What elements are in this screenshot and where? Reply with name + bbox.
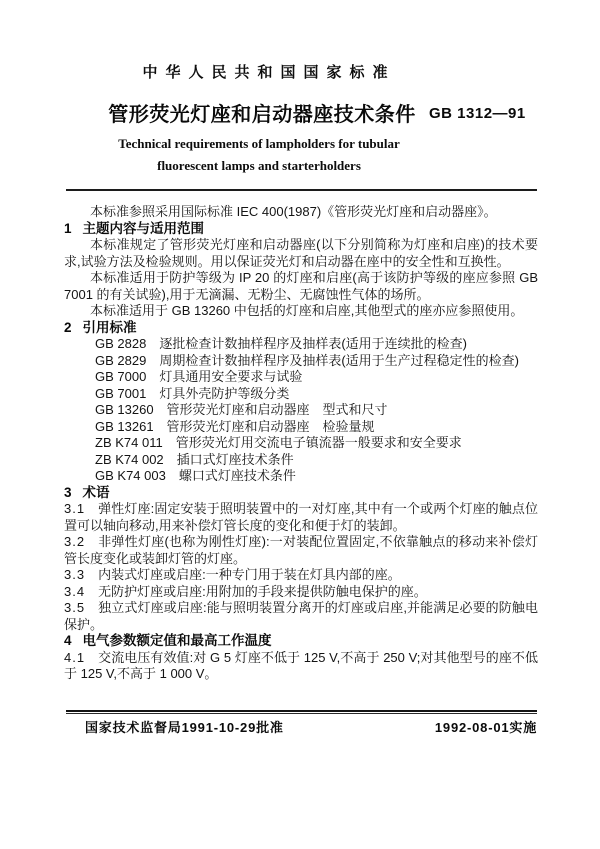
reference-row xyxy=(95,468,538,485)
reference-row xyxy=(95,402,538,419)
term-definition xyxy=(64,584,538,601)
document-title-en-line1: Technical requirements of lampholders for tubular xyxy=(118,136,400,151)
reference-code: ZB K74 011 xyxy=(95,435,163,450)
standard-number: GB 1312—91 xyxy=(429,105,526,122)
footer-divider-rule xyxy=(66,710,537,714)
reference-code: GB 13260 xyxy=(95,402,154,417)
reference-code: GB K74 003 xyxy=(95,468,166,483)
document-title-en xyxy=(0,133,518,177)
section-4-number: 4 xyxy=(64,633,72,648)
reference-row xyxy=(95,369,538,386)
footer-approval: 国家技术监督局1991-10-29批准 xyxy=(85,720,284,735)
reference-row xyxy=(95,419,538,436)
section-1-paragraph: 本标准规定了管形荧光灯座和启动器座(以下分别简称为灯座和启座)的技术要求,试验方法及检验规则。用以保证荧光灯和启动器在座中的安全性和互换性。 xyxy=(64,237,538,269)
reference-title: 管形荧光灯用交流电子镇流器一般要求和安全要求 xyxy=(175,435,462,450)
reference-row xyxy=(95,435,538,452)
reference-row xyxy=(95,353,538,370)
section-4-heading xyxy=(64,633,538,650)
term-number: 3.4 xyxy=(64,583,86,599)
reference-title: 管形荧光灯座和启动器座 型式和尺寸 xyxy=(166,402,388,417)
footer-implementation: 1992-08-01实施 xyxy=(434,720,537,735)
footer xyxy=(85,717,537,736)
reference-title: 周期检查计数抽样程序及抽样表(适用于生产过程稳定性的检查) xyxy=(159,352,519,368)
section-1-number: 1 xyxy=(64,220,72,236)
reference-title: 灯具通用安全要求与试验 xyxy=(159,369,303,384)
document-body xyxy=(64,204,538,683)
reference-code: GB 2828 xyxy=(95,336,147,351)
section-3-title: 术语 xyxy=(82,484,110,500)
term-number: 3.2 xyxy=(64,534,86,549)
reference-title: 插口式灯座技术条件 xyxy=(176,451,294,467)
reference-code: GB 2829 xyxy=(95,352,147,368)
national-standard-label: 中华人民共和国国家标准 xyxy=(142,64,396,81)
term-text: 非弹性灯座(也称为刚性灯座):一对装配位置固定,不依靠触点的移动来补偿灯管长度变化或装卸灯管的灯座。 xyxy=(64,534,538,566)
reference-code: GB 7001 xyxy=(95,385,147,401)
term-text: 无防护灯座或启座:用附加的手段来提供防触电保护的座。 xyxy=(98,583,427,599)
section-4-title: 电气参数额定值和最高工作温度 xyxy=(82,633,272,648)
section-2-number: 2 xyxy=(64,319,72,335)
reference-title: 灯具外壳防护等级分类 xyxy=(159,385,290,401)
term-definition xyxy=(64,600,538,633)
term-number: 3.5 xyxy=(64,600,86,615)
term-definition xyxy=(64,501,538,534)
document-title-cn: 管形荧光灯座和启动器座技术条件 xyxy=(108,104,416,126)
reference-row xyxy=(95,336,538,353)
section-1-paragraph: 本标准适用于防护等级为 IP 20 的灯座和启座(高于该防护等级的座应参照 GB 7001 的有关试验),用于无滴漏、无粉尘、无腐蚀性气体的场所。 xyxy=(64,270,538,302)
term-definition xyxy=(64,567,538,584)
reference-row xyxy=(95,386,538,403)
clause-number: 4.1 xyxy=(64,649,86,665)
term-text: 弹性灯座:固定安装于照明装置中的一对灯座,其中有一个或两个灯座的触点位置可以轴向移动,用来补偿灯管长度的变化和便于灯的装卸。 xyxy=(64,501,538,533)
intro-paragraph: 本标准参照采用国际标准 IEC 400(1987)《管形荧光灯座和启动器座》。 xyxy=(90,204,497,219)
clause-text: 交流电压有效值:对 G 5 灯座不低于 125 V,不高于 250 V;对其他型号的座不低于 125 V,不高于 1 000 V。 xyxy=(64,649,538,681)
term-definition xyxy=(64,534,538,567)
term-text: 独立式灯座或启座:能与照明装置分离开的灯座或启座,并能满足必要的防触电保护。 xyxy=(64,600,538,632)
section-2-title: 引用标准 xyxy=(82,319,137,335)
reference-code: GB 7000 xyxy=(95,369,147,384)
reference-title: 管形荧光灯座和启动器座 检验量规 xyxy=(166,418,375,434)
section-1-paragraph: 本标准适用于 GB 13260 中包括的灯座和启座,其他型式的座亦应参照使用。 xyxy=(90,303,524,318)
reference-code: GB 13261 xyxy=(95,418,154,434)
reference-list xyxy=(64,336,538,485)
clause-paragraph xyxy=(64,650,538,683)
reference-row xyxy=(95,452,538,469)
reference-title: 螺口式灯座技术条件 xyxy=(178,468,296,483)
header-divider-rule xyxy=(66,189,537,191)
section-3-number: 3 xyxy=(64,484,72,500)
term-number: 3.3 xyxy=(64,567,86,582)
document-title-en-line2: fluorescent lamps and starterholders xyxy=(157,158,361,173)
section-2-heading xyxy=(64,320,538,337)
section-1-title: 主题内容与适用范围 xyxy=(82,220,205,236)
section-3-heading xyxy=(64,485,538,502)
reference-code: ZB K74 002 xyxy=(95,451,164,467)
term-text: 内装式灯座或启座:一种专门用于装在灯具内部的座。 xyxy=(98,567,401,582)
term-number: 3.1 xyxy=(64,501,86,516)
section-1-heading xyxy=(64,221,538,238)
reference-title: 逐批检查计数抽样程序及抽样表(适用于连续批的检查) xyxy=(159,336,467,351)
